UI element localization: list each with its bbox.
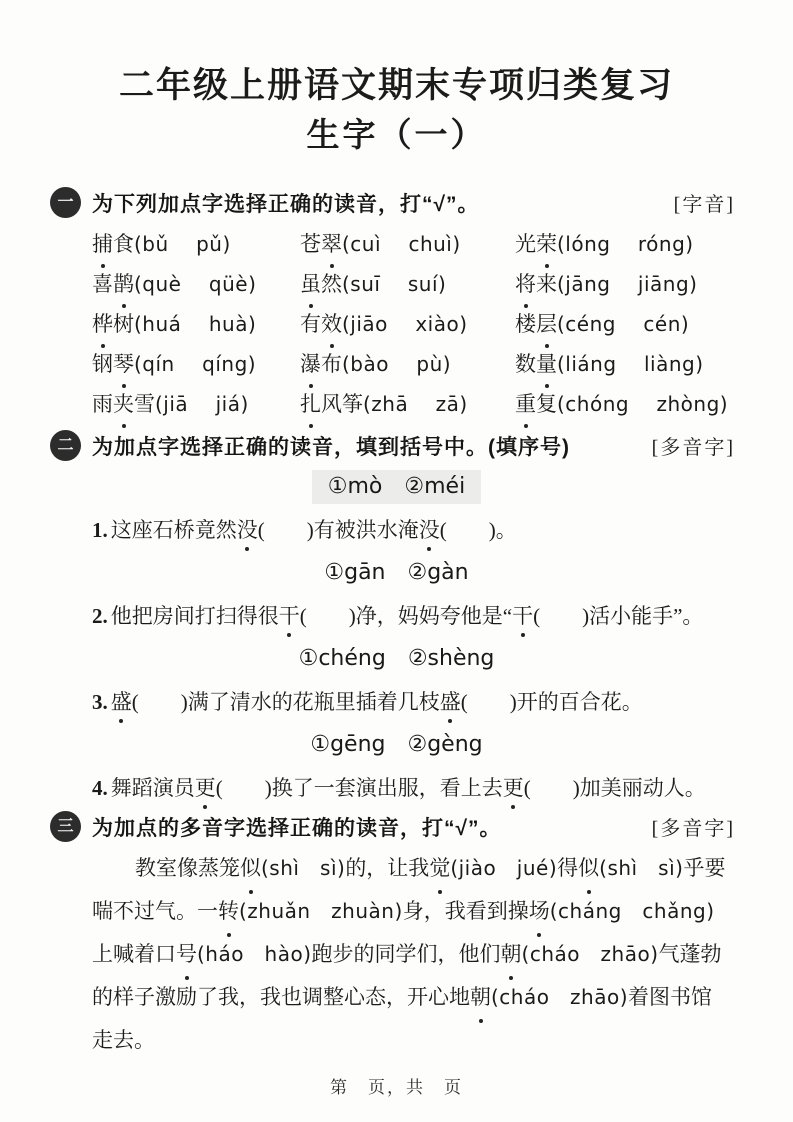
sentence-number: 3.: [92, 690, 108, 714]
dotted-char: 场: [529, 890, 550, 933]
dotted-char: 量: [536, 344, 557, 384]
dotted-char: 盛: [440, 685, 461, 719]
exercise-sentence: [92, 513, 753, 547]
dotted-char: 更: [195, 771, 216, 805]
page-subtitle: 生字（一）: [306, 117, 487, 154]
pinyin-options: (bǔ pǔ): [134, 232, 231, 256]
text-run: ( ): [215, 776, 272, 800]
dotted-char: 朝: [501, 933, 522, 976]
sentence-number: 1.: [92, 518, 108, 542]
text-run: 加美丽动人。: [579, 776, 706, 800]
paragraph-line: [92, 1019, 753, 1062]
text-run: 跑步的同学们，他们: [311, 942, 501, 966]
text-run: 的，让我: [345, 856, 430, 880]
pinyin-options: (shì sì): [599, 856, 684, 880]
pinyin-options: (qín qíng): [134, 352, 257, 376]
text-run: 身，我看到操: [402, 899, 529, 923]
text-run: 喘不过气。一: [92, 899, 218, 923]
text-run: 钢: [92, 352, 113, 376]
dotted-char: 转: [218, 890, 239, 933]
text-run: ( ): [257, 518, 314, 542]
text-run: 这座石桥竟然: [110, 518, 237, 542]
text-run: 食: [113, 232, 134, 256]
text-run: 净，妈妈夸他是“: [355, 604, 513, 628]
dotted-char: 没: [419, 513, 440, 547]
pinyin-options: (cháo zhāo): [521, 942, 659, 966]
section-1-number-badge: 一: [50, 187, 81, 218]
text-run: 换了一套演出服，看上去: [271, 776, 503, 800]
sentence-number: 4.: [92, 776, 108, 800]
text-run: 有: [300, 312, 321, 336]
dotted-char: 似: [240, 847, 261, 890]
pronunciation-option-line: [0, 470, 793, 504]
pronunciation-option-line: [0, 728, 793, 762]
section-2-instruction: 为加点字选择正确的读音，填到括号中。(填序号): [92, 435, 570, 459]
section-2-tag: [多音字]: [651, 437, 735, 459]
dotted-char: 更: [503, 771, 524, 805]
pinyin-options: (jiā jiá): [155, 392, 249, 416]
word-pinyin-item: [515, 304, 753, 344]
text-run: 教室像蒸笼: [135, 856, 240, 880]
text-run: ( ): [533, 604, 590, 628]
text-run: 雨: [92, 392, 113, 416]
text-run: 走去。: [92, 1028, 155, 1052]
pronunciation-option-line: [0, 642, 793, 676]
pinyin-options: (zhuǎn zhuàn): [239, 899, 403, 923]
section-1-tag: [字音]: [673, 194, 735, 216]
pinyin-options: (jāng jiāng): [557, 272, 698, 296]
word-pinyin-item: [92, 264, 300, 304]
text-run: 活小能手”。: [589, 604, 704, 628]
exercise-sentence: [92, 685, 753, 719]
dotted-char: 重: [515, 384, 536, 424]
section-1-header: [50, 187, 735, 218]
section-3-number-badge: 三: [50, 811, 81, 842]
dotted-char: 夹: [113, 384, 134, 424]
text-run: ( ): [439, 518, 496, 542]
text-run: 气蓬勃: [658, 942, 722, 966]
section-3-instruction: 为加点的多音字选择正确的读音，打“√”。: [92, 816, 502, 840]
text-run: 乎要: [683, 856, 726, 880]
section-3-paragraph: [92, 847, 753, 1062]
word-pinyin-item: [92, 224, 300, 264]
paragraph-line: [92, 976, 753, 1019]
word-pinyin-item: [515, 224, 753, 264]
text-run: 喜: [92, 272, 113, 296]
pinyin-options: (cuì chuì): [342, 232, 461, 256]
pinyin-options: (què qüè): [134, 272, 257, 296]
pronunciation-options: ①chéng ②shèng: [298, 646, 495, 671]
text-run: 布: [321, 352, 342, 376]
text-run: ( ): [460, 690, 517, 714]
dotted-char: 朝: [470, 976, 491, 1019]
exercise-sentence: [92, 599, 753, 633]
text-run: 他把房间打扫得很: [110, 604, 279, 628]
pinyin-options: (liáng liàng): [557, 352, 704, 376]
section-3-tag: [多音字]: [651, 818, 735, 840]
text-run: 舞蹈演员: [110, 776, 195, 800]
text-run: 风筝: [321, 392, 363, 416]
text-run: 得: [557, 856, 579, 880]
text-run: 上喊着口: [92, 942, 176, 966]
section-2-number-badge: 二: [50, 430, 81, 461]
word-pinyin-item: [515, 384, 753, 424]
dotted-char: 层: [536, 304, 557, 344]
pronunciation-options: ①gān ②gàn: [324, 560, 469, 585]
text-run: ( ): [299, 604, 356, 628]
dotted-char: 干: [279, 599, 300, 633]
dotted-char: 干: [512, 599, 533, 633]
pinyin-options: (lóng róng): [557, 232, 694, 256]
dotted-char: 翠: [321, 224, 342, 264]
section-2-items: [0, 470, 793, 805]
dotted-char: 觉: [429, 847, 450, 890]
text-run: ( ): [523, 776, 580, 800]
dotted-char: 效: [321, 304, 342, 344]
pinyin-options: (jiào jué): [450, 856, 558, 880]
pinyin-options: (háo hào): [197, 942, 312, 966]
pinyin-options: (bào pù): [342, 352, 452, 376]
text-run: 楼: [515, 312, 536, 336]
dotted-char: 盛: [111, 685, 132, 719]
word-pinyin-item: [300, 264, 515, 304]
pronunciation-option-line: [0, 556, 793, 590]
pinyin-options: (cháng chǎng): [549, 899, 715, 923]
text-run: 着图书馆: [628, 985, 713, 1009]
exercise-sentence: [92, 771, 753, 805]
word-pinyin-item: [92, 304, 300, 344]
dotted-char: 似: [578, 847, 599, 890]
pinyin-options: (shì sì): [261, 856, 346, 880]
text-run: 有被洪水淹: [313, 518, 419, 542]
text-run: 雪: [134, 392, 155, 416]
paragraph-line: [92, 933, 753, 976]
sentence-number: 2.: [92, 604, 108, 628]
text-run: 树: [113, 312, 134, 336]
pinyin-options: (suī suí): [342, 272, 447, 296]
dotted-char: 瀑: [300, 344, 321, 384]
text-run: 光: [515, 232, 536, 256]
pinyin-options: (huá huà): [134, 312, 257, 336]
word-pinyin-item: [300, 224, 515, 264]
text-run: 苍: [300, 232, 321, 256]
dotted-char: 桦: [92, 304, 113, 344]
word-pinyin-item: [300, 304, 515, 344]
text-run: 然: [321, 272, 342, 296]
paragraph-line: [92, 847, 753, 890]
dotted-char: 荣: [536, 224, 557, 264]
dotted-char: 号: [176, 933, 197, 976]
text-run: 开的百合花。: [516, 690, 643, 714]
pinyin-options: (cháo zhāo): [491, 985, 629, 1009]
text-run: 数: [515, 352, 536, 376]
section-1-word-grid: [92, 224, 753, 424]
page-title: 二年级上册语文期末专项归类复习: [118, 66, 674, 105]
pinyin-options: (chóng zhòng): [557, 392, 729, 416]
word-pinyin-item: [92, 384, 300, 424]
text-run: 来: [536, 272, 557, 296]
dotted-char: 鹊: [113, 264, 134, 304]
dotted-char: 捕: [92, 224, 113, 264]
pronunciation-options: ①gēng ②gèng: [310, 732, 483, 757]
pinyin-options: (céng cén): [557, 312, 690, 336]
section-3-header: [50, 811, 735, 842]
pronunciation-options: ①mò ②méi: [312, 470, 481, 504]
word-pinyin-item: [92, 344, 300, 384]
text-run: 满了清水的花瓶里插着几枝: [187, 690, 440, 714]
dotted-char: 没: [237, 513, 258, 547]
word-pinyin-item: [300, 384, 515, 424]
pinyin-options: (zhā zā): [363, 392, 468, 416]
text-run: 。: [495, 518, 517, 542]
text-run: ( ): [131, 690, 188, 714]
section-2-header: [50, 430, 735, 461]
word-pinyin-item: [300, 344, 515, 384]
text-run: 的样子激励了我，我也调整心态，开心地: [92, 985, 470, 1009]
section-1-instruction: 为下列加点字选择正确的读音，打“√”。: [92, 192, 480, 216]
dotted-char: 将: [515, 264, 536, 304]
dotted-char: 虽: [300, 264, 321, 304]
word-pinyin-item: [515, 344, 753, 384]
word-pinyin-item: [515, 264, 753, 304]
dotted-char: 扎: [300, 384, 321, 424]
dotted-char: 琴: [113, 344, 134, 384]
text-run: 复: [536, 392, 557, 416]
paragraph-line: [92, 890, 753, 933]
page-footer: 第 页，共 页: [330, 1078, 463, 1097]
pinyin-options: (jiāo xiào): [342, 312, 468, 336]
